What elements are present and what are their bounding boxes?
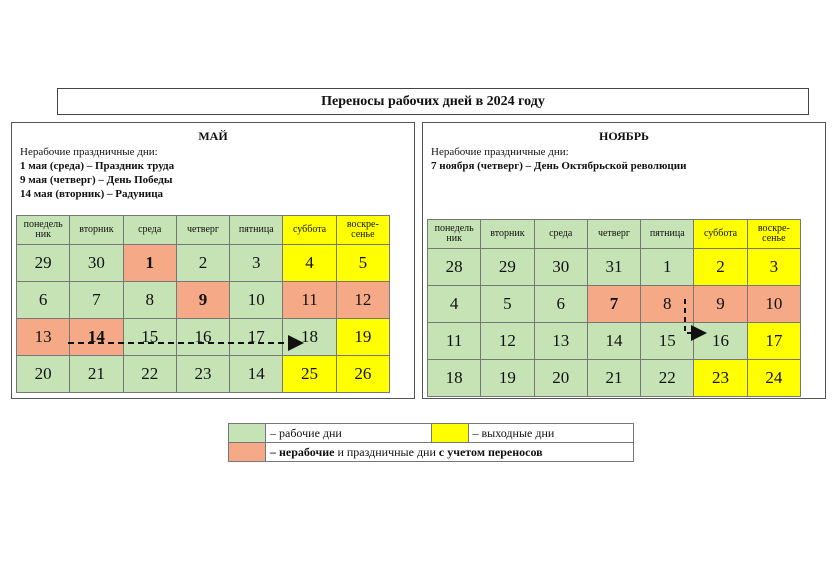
day-cell: 22 bbox=[123, 356, 176, 393]
day-cell: 1 bbox=[123, 245, 176, 282]
day-cell: 17 bbox=[230, 319, 283, 356]
november-panel bbox=[422, 122, 826, 399]
day-cell: 13 bbox=[17, 319, 70, 356]
day-cell: 10 bbox=[747, 286, 800, 323]
holiday-item: 1 мая (среда) – Праздник труда bbox=[20, 160, 175, 172]
legend-text: и праздничные дни bbox=[334, 444, 439, 459]
weekday-header: среда bbox=[534, 220, 587, 249]
day-cell: 18 bbox=[283, 319, 336, 356]
day-cell: 2 bbox=[694, 249, 747, 286]
legend-bold-text: – нерабочие bbox=[270, 444, 335, 459]
holiday-item: 7 ноября (четверг) – День Октябрьской революции bbox=[431, 160, 687, 172]
day-cell: 11 bbox=[428, 323, 481, 360]
day-cell: 8 bbox=[123, 282, 176, 319]
day-cell: 7 bbox=[70, 282, 123, 319]
day-cell: 18 bbox=[428, 360, 481, 397]
day-cell: 19 bbox=[481, 360, 534, 397]
day-cell: 4 bbox=[283, 245, 336, 282]
legend-bold-text: с учетом переносов bbox=[438, 444, 543, 459]
day-cell: 5 bbox=[481, 286, 534, 323]
weekday-header: суббота bbox=[283, 216, 336, 245]
weekday-header: вторник bbox=[481, 220, 534, 249]
day-cell: 19 bbox=[336, 319, 389, 356]
day-cell: 5 bbox=[336, 245, 389, 282]
day-cell: 29 bbox=[481, 249, 534, 286]
holiday-list-title: Нерабочие праздничные дни: bbox=[431, 146, 569, 158]
legend-swatch-holiday bbox=[229, 443, 266, 462]
calendar-week bbox=[17, 356, 390, 393]
day-cell: 16 bbox=[694, 323, 747, 360]
day-cell: 14 bbox=[230, 356, 283, 393]
legend-label-weekend: – выходные дни bbox=[468, 424, 634, 443]
day-cell: 9 bbox=[694, 286, 747, 323]
day-cell: 4 bbox=[428, 286, 481, 323]
day-cell: 1 bbox=[641, 249, 694, 286]
day-cell: 12 bbox=[481, 323, 534, 360]
day-cell: 28 bbox=[428, 249, 481, 286]
weekday-header: четверг bbox=[587, 220, 640, 249]
day-cell: 8 bbox=[641, 286, 694, 323]
day-cell: 9 bbox=[176, 282, 229, 319]
weekday-header: суббота bbox=[694, 220, 747, 249]
calendar-week bbox=[428, 323, 801, 360]
day-cell: 3 bbox=[747, 249, 800, 286]
calendar-week bbox=[428, 249, 801, 286]
day-cell: 29 bbox=[17, 245, 70, 282]
weekday-header: вторник bbox=[70, 216, 123, 245]
day-cell: 26 bbox=[336, 356, 389, 393]
legend-label-holiday bbox=[266, 443, 634, 462]
day-cell: 14 bbox=[587, 323, 640, 360]
day-cell: 20 bbox=[17, 356, 70, 393]
day-cell: 13 bbox=[534, 323, 587, 360]
day-cell: 21 bbox=[587, 360, 640, 397]
day-cell: 14 bbox=[70, 319, 123, 356]
day-cell: 23 bbox=[694, 360, 747, 397]
day-cell: 3 bbox=[230, 245, 283, 282]
month-title: МАЙ bbox=[198, 129, 228, 143]
day-cell: 12 bbox=[336, 282, 389, 319]
day-cell: 6 bbox=[17, 282, 70, 319]
day-cell: 22 bbox=[641, 360, 694, 397]
calendar-week bbox=[428, 360, 801, 397]
month-title: НОЯБРЬ bbox=[599, 129, 649, 143]
holiday-list bbox=[431, 145, 686, 173]
day-cell: 20 bbox=[534, 360, 587, 397]
weekday-header: пятница bbox=[641, 220, 694, 249]
day-cell: 31 bbox=[587, 249, 640, 286]
day-cell: 21 bbox=[70, 356, 123, 393]
holiday-item: 14 мая (вторник) – Радуница bbox=[20, 188, 164, 200]
weekday-header: понедель ник bbox=[428, 220, 481, 249]
may-panel bbox=[11, 122, 415, 399]
day-cell: 7 bbox=[587, 286, 640, 323]
legend bbox=[228, 423, 634, 462]
page-title: Переносы рабочих дней в 2024 году bbox=[57, 88, 809, 115]
legend-swatch-weekend bbox=[431, 424, 468, 443]
day-cell: 15 bbox=[123, 319, 176, 356]
weekday-header: пятница bbox=[230, 216, 283, 245]
day-cell: 6 bbox=[534, 286, 587, 323]
legend-label-work: – рабочие дни bbox=[266, 424, 432, 443]
calendar-week bbox=[17, 245, 390, 282]
holiday-list-title: Нерабочие праздничные дни: bbox=[20, 146, 158, 158]
calendar-week bbox=[428, 286, 801, 323]
day-cell: 30 bbox=[70, 245, 123, 282]
weekday-header: четверг bbox=[176, 216, 229, 245]
calendar-week bbox=[17, 319, 390, 356]
day-cell: 24 bbox=[747, 360, 800, 397]
weekday-header: воскре- сенье bbox=[336, 216, 389, 245]
day-cell: 10 bbox=[230, 282, 283, 319]
day-cell: 25 bbox=[283, 356, 336, 393]
calendar-table bbox=[16, 215, 390, 393]
day-cell: 23 bbox=[176, 356, 229, 393]
day-cell: 11 bbox=[283, 282, 336, 319]
calendar-week bbox=[17, 282, 390, 319]
weekday-header: воскре- сенье bbox=[747, 220, 800, 249]
weekday-header: среда bbox=[123, 216, 176, 245]
day-cell: 17 bbox=[747, 323, 800, 360]
holiday-item: 9 мая (четверг) – День Победы bbox=[20, 174, 173, 186]
day-cell: 16 bbox=[176, 319, 229, 356]
calendar-table bbox=[427, 219, 801, 397]
day-cell: 30 bbox=[534, 249, 587, 286]
day-cell: 2 bbox=[176, 245, 229, 282]
holiday-list bbox=[20, 145, 174, 201]
legend-swatch-work bbox=[229, 424, 266, 443]
day-cell: 15 bbox=[641, 323, 694, 360]
weekday-header: понедель ник bbox=[17, 216, 70, 245]
